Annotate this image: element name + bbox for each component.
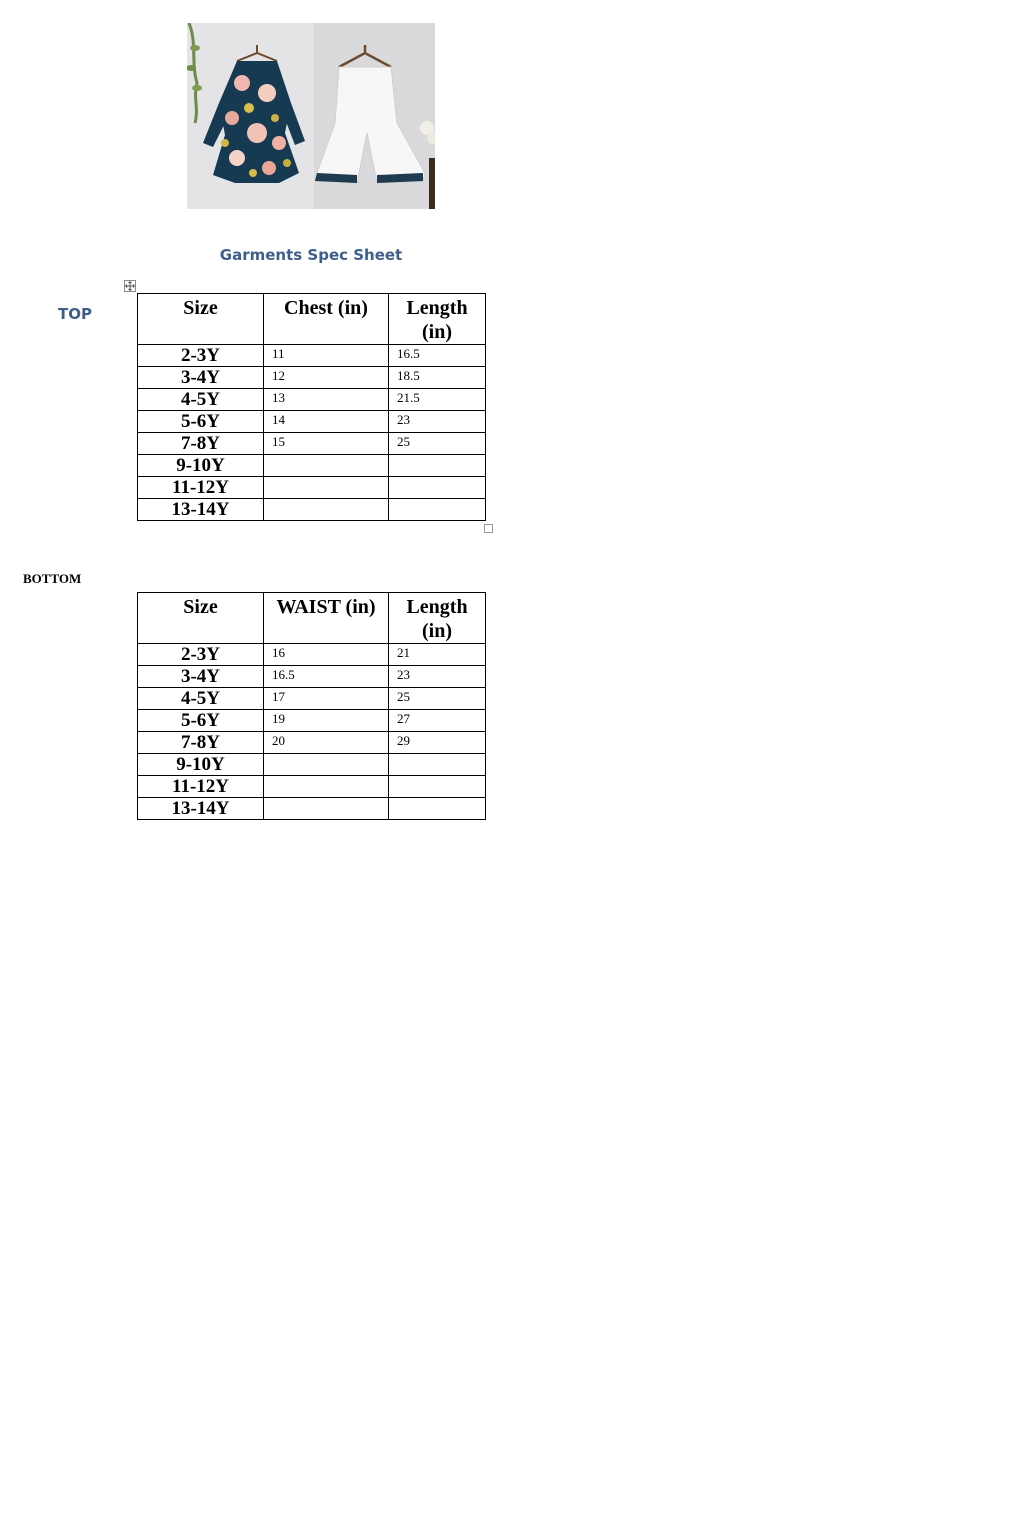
- chest-cell: 13: [264, 389, 389, 411]
- size-cell: 3-4Y: [138, 367, 264, 389]
- waist-cell: [264, 754, 389, 776]
- header-length: Length (in): [389, 593, 486, 644]
- table-row: [138, 345, 486, 367]
- chest-cell: [264, 455, 389, 477]
- length-cell: 16.5: [389, 345, 486, 367]
- length-cell: [389, 455, 486, 477]
- waist-cell: [264, 798, 389, 820]
- section-label-bottom: BOTTOM: [23, 571, 82, 586]
- waist-cell: 20: [264, 732, 389, 754]
- size-cell: 11-12Y: [138, 776, 264, 798]
- table-row: [138, 798, 486, 820]
- header-size: Size: [138, 593, 264, 644]
- size-cell: 2-3Y: [138, 644, 264, 666]
- length-cell: 21: [389, 644, 486, 666]
- header-waist: WAIST (in): [264, 593, 389, 644]
- size-cell: 13-14Y: [138, 499, 264, 521]
- table-row: [138, 389, 486, 411]
- table-row: [138, 732, 486, 754]
- size-cell: 13-14Y: [138, 798, 264, 820]
- size-cell: 7-8Y: [138, 433, 264, 455]
- length-cell: [389, 798, 486, 820]
- table-row: [138, 477, 486, 499]
- product-illustration: [187, 23, 435, 209]
- waist-cell: [264, 776, 389, 798]
- waist-cell: 16.5: [264, 666, 389, 688]
- table-row: [138, 455, 486, 477]
- table-row: [138, 367, 486, 389]
- size-cell: 7-8Y: [138, 732, 264, 754]
- length-cell: [389, 754, 486, 776]
- size-cell: 11-12Y: [138, 477, 264, 499]
- chest-cell: 12: [264, 367, 389, 389]
- header-length: Length (in): [389, 294, 486, 345]
- table-header-row: [138, 294, 486, 345]
- top-spec-table: [137, 293, 486, 521]
- chest-cell: [264, 477, 389, 499]
- size-cell: 3-4Y: [138, 666, 264, 688]
- length-cell: 25: [389, 433, 486, 455]
- move-arrows-icon[interactable]: [124, 280, 136, 292]
- table-row: [138, 666, 486, 688]
- chest-cell: [264, 499, 389, 521]
- table-row: [138, 710, 486, 732]
- size-cell: 9-10Y: [138, 455, 264, 477]
- section-label-top: TOP: [58, 305, 92, 323]
- length-cell: 29: [389, 732, 486, 754]
- length-cell: 18.5: [389, 367, 486, 389]
- table-row: [138, 411, 486, 433]
- size-cell: 9-10Y: [138, 754, 264, 776]
- table-header-row: [138, 593, 486, 644]
- header-size: Size: [138, 294, 264, 345]
- length-cell: [389, 477, 486, 499]
- chest-cell: 15: [264, 433, 389, 455]
- size-cell: 5-6Y: [138, 411, 264, 433]
- length-cell: [389, 499, 486, 521]
- table-row: [138, 754, 486, 776]
- length-cell: [389, 776, 486, 798]
- length-cell: 23: [389, 666, 486, 688]
- size-cell: 4-5Y: [138, 389, 264, 411]
- length-cell: 21.5: [389, 389, 486, 411]
- table-row: [138, 776, 486, 798]
- size-cell: 4-5Y: [138, 688, 264, 710]
- chest-cell: 11: [264, 345, 389, 367]
- table-row: [138, 688, 486, 710]
- length-cell: 23: [389, 411, 486, 433]
- waist-cell: 16: [264, 644, 389, 666]
- page-title: Garments Spec Sheet: [219, 246, 403, 264]
- table-row: [138, 499, 486, 521]
- waist-cell: 19: [264, 710, 389, 732]
- waist-cell: 17: [264, 688, 389, 710]
- length-cell: 25: [389, 688, 486, 710]
- product-photo: [187, 23, 435, 209]
- size-cell: 2-3Y: [138, 345, 264, 367]
- table-row: [138, 433, 486, 455]
- header-chest: Chest (in): [264, 294, 389, 345]
- resize-square-icon[interactable]: [484, 524, 493, 533]
- size-cell: 5-6Y: [138, 710, 264, 732]
- bottom-spec-table: [137, 592, 486, 820]
- length-cell: 27: [389, 710, 486, 732]
- chest-cell: 14: [264, 411, 389, 433]
- table-row: [138, 644, 486, 666]
